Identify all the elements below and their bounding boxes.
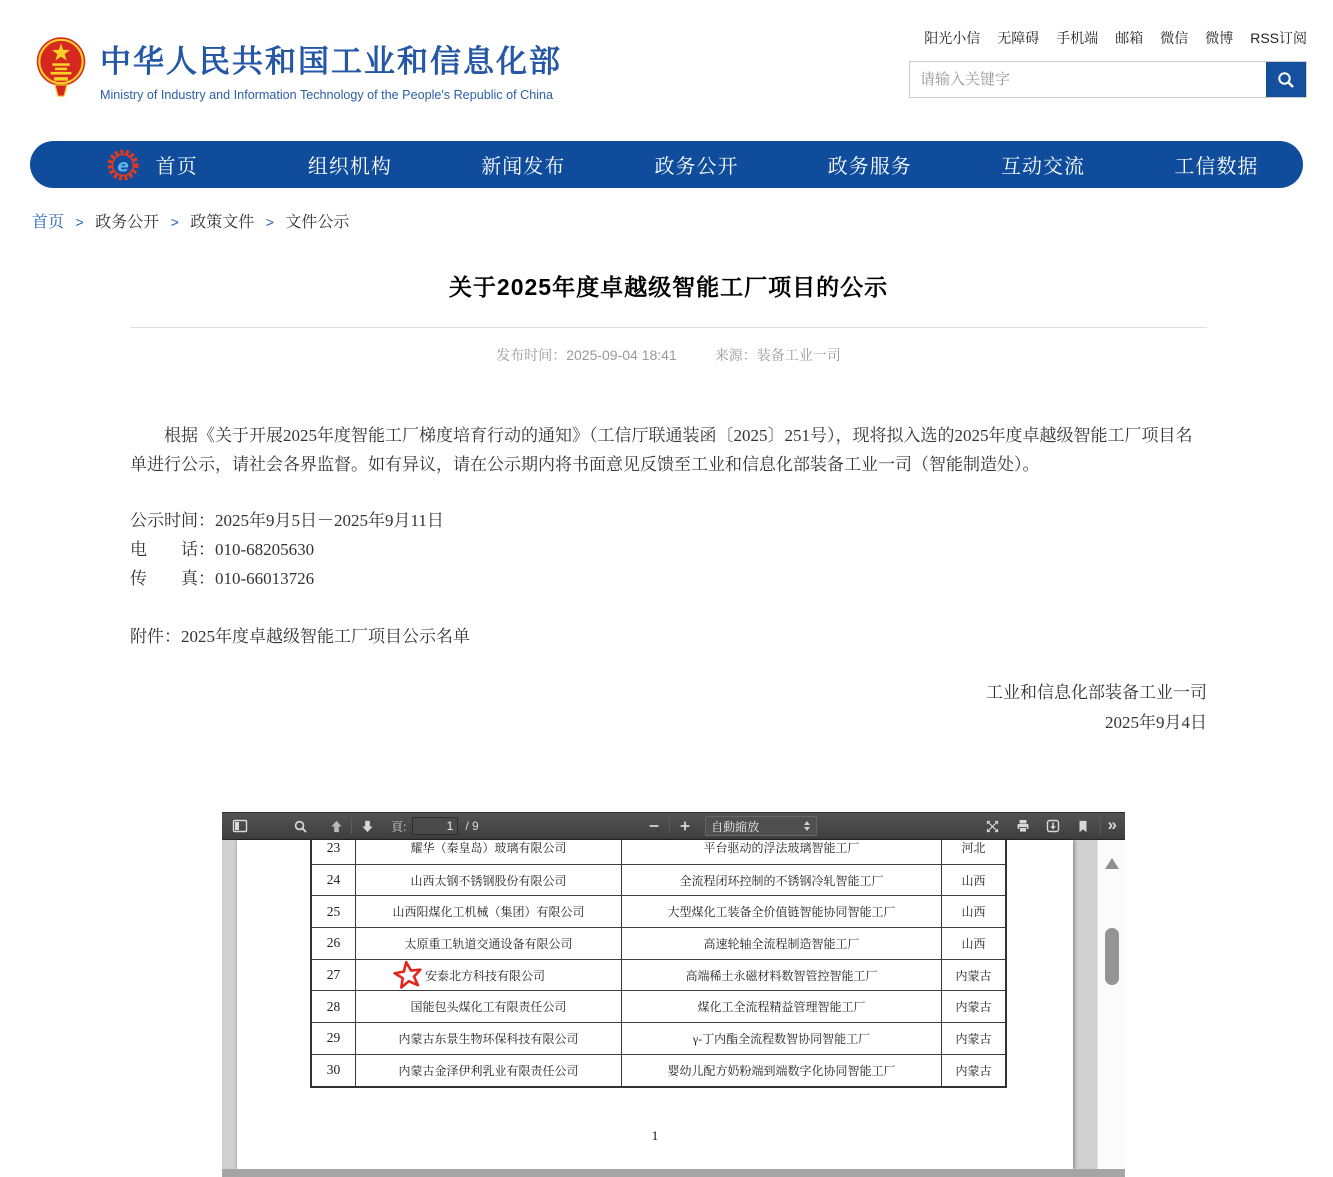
search-icon (1276, 70, 1296, 90)
select-sorter-icon (803, 820, 811, 832)
nav-item-news[interactable]: 新闻发布 (481, 156, 566, 178)
find-icon (293, 819, 308, 834)
nav-item-home[interactable]: 首页 (155, 156, 198, 178)
quick-links (909, 28, 1307, 48)
cell-project: 煤化工全流程精益管理智能工厂 (622, 991, 942, 1022)
nav-item-interaction[interactable]: 互动交流 (1001, 156, 1086, 178)
nav-item-gov-services[interactable]: 政务服务 (827, 156, 912, 178)
pdf-viewer (222, 812, 1125, 1177)
cell-project: 高端稀土永磁材料数智管控智能工厂 (622, 960, 942, 991)
signature-date: 2025年9月4日 (1105, 713, 1207, 732)
sidebar-toggle-button[interactable] (228, 815, 252, 837)
cell-project: γ-丁内酯全流程数智协同智能工厂 (622, 1023, 942, 1054)
site-title: 中华人民共和国工业和信息化部 (100, 44, 562, 79)
cell-province: 山西 (961, 873, 986, 888)
signature-department: 工业和信息化部装备工业一司 (986, 683, 1207, 702)
red-star-annotation-icon (391, 960, 425, 991)
site-subtitle: Ministry of Industry and Information Technology of the People's Republic of China (100, 88, 553, 102)
cell-no: 30 (312, 1055, 356, 1086)
attachment-line: 附件：2025年度卓越级智能工厂项目公示名单 (130, 627, 470, 646)
pdf-content (222, 840, 1125, 1177)
table-row-starred (312, 959, 1005, 991)
cell-province: 山西 (961, 905, 986, 920)
cell-no: 24 (312, 865, 356, 896)
cell-province: 山西 (961, 936, 986, 951)
cell-project: 大型煤化工装备全价值链智能协同智能工厂 (622, 896, 942, 927)
cell-company: 太原重工轨道交通设备有限公司 (356, 928, 622, 959)
fax-line: 传 真：010-66013726 (130, 569, 315, 588)
quick-link-rss[interactable]: RSS订阅 (1250, 30, 1307, 46)
breadcrumb-home[interactable]: 首页 (32, 214, 65, 231)
cell-project: 高速轮轴全流程制造智能工厂 (622, 928, 942, 959)
breadcrumb (32, 209, 1333, 232)
cell-no: 25 (312, 896, 356, 927)
table-row (312, 840, 1005, 864)
page-label: 頁: (391, 819, 407, 834)
pdf-scrollbar[interactable] (1097, 840, 1125, 1169)
article-body (130, 421, 1207, 737)
presentation-mode-button[interactable] (981, 815, 1005, 837)
quick-link-wechat[interactable]: 微信 (1160, 30, 1189, 46)
article-meta (130, 345, 1207, 365)
cell-no: 28 (312, 991, 356, 1022)
cell-project: 婴幼儿配方奶粉端到端数字化协同智能工厂 (622, 1055, 942, 1086)
cell-company (356, 960, 622, 991)
cell-company: 耀华（秦皇岛）玻璃有限公司 (356, 840, 622, 864)
nav-item-organization[interactable]: 组织机构 (307, 156, 392, 178)
page-up-button[interactable] (324, 815, 348, 837)
breadcrumb-file-notice[interactable]: 文件公示 (285, 214, 350, 231)
cell-project: 全流程闭环控制的不锈钢冷轧智能工厂 (622, 865, 942, 896)
source-value: 装备工业一司 (756, 347, 841, 363)
breadcrumb-separator: > (75, 214, 84, 230)
breadcrumb-gov-disclosure[interactable]: 政务公开 (95, 214, 160, 231)
source-label: 来源： (714, 347, 757, 363)
nav-item-data[interactable]: 工信数据 (1174, 156, 1259, 178)
publicity-period-line: 公示时间：2025年9月5日－2025年9月11日 (130, 511, 444, 530)
quick-link-weibo[interactable]: 微博 (1205, 30, 1234, 46)
table-row (312, 1054, 1005, 1086)
telephone-line: 电 话：010-68205630 (130, 540, 315, 559)
gear-e-logo-icon (106, 148, 140, 182)
site-header (0, 0, 1333, 130)
zoom-out-button[interactable] (642, 815, 666, 837)
download-icon (1045, 818, 1061, 834)
table-row (312, 927, 1005, 959)
table-row (312, 864, 1005, 896)
quick-link-mobile[interactable]: 手机端 (1056, 30, 1099, 46)
toolbar-separator (669, 818, 670, 834)
svg-text:e: e (117, 156, 129, 177)
pdf-table (310, 840, 1007, 1088)
cell-company: 内蒙古金泽伊利乳业有限责任公司 (356, 1055, 622, 1086)
cell-no: 27 (312, 960, 356, 991)
pdf-page (237, 840, 1073, 1169)
search-button[interactable] (1266, 62, 1306, 97)
starred-company-name: 安泰北方科技有限公司 (425, 968, 546, 983)
minus-icon (647, 819, 661, 833)
arrow-up-icon (329, 819, 344, 834)
cell-province: 内蒙古 (955, 1031, 992, 1046)
national-emblem-icon (35, 32, 87, 98)
bookmark-button[interactable] (1071, 815, 1095, 837)
printer-icon (1015, 818, 1031, 834)
cell-company: 国能包头煤化工有限责任公司 (356, 991, 622, 1022)
paragraph-main: 根据《关于开展2025年度智能工厂梯度培育行动的通知》（工信厅联通装函〔2025〕251号），现将拟入选的2025年度卓越级智能工厂项目名单进行公示，请社会各界监督。如有异议，请在公示期内将书面意见反馈至工业和信息化部装备工业一司（智能制造处）。 (130, 426, 1193, 474)
zoom-select[interactable] (705, 816, 817, 836)
toolbar-separator (1100, 818, 1101, 834)
plus-icon (678, 819, 692, 833)
article (130, 269, 1207, 737)
publish-time-label: 发布时间： (496, 347, 567, 363)
quick-link-accessibility[interactable]: 无障碍 (997, 30, 1040, 46)
bookmark-icon (1076, 819, 1090, 834)
scroll-up-arrow[interactable] (1105, 858, 1119, 869)
sidebar-toggle-icon (232, 818, 248, 834)
page-number-input[interactable] (412, 817, 458, 835)
toolbar-separator (351, 818, 352, 834)
title-divider (130, 327, 1207, 328)
pdf-toolbar (222, 812, 1125, 840)
breadcrumb-separator: > (170, 214, 179, 230)
page-total: / 9 (465, 819, 479, 833)
arrow-down-icon (360, 819, 375, 834)
zoom-in-button[interactable] (673, 815, 697, 837)
pdf-page-number: 1 (651, 1128, 659, 1143)
page-down-button[interactable] (355, 815, 379, 837)
brand (100, 36, 562, 102)
cell-company: 山西阳煤化工机械（集团）有限公司 (356, 896, 622, 927)
quick-link-sunshine[interactable]: 阳光小信 (924, 30, 981, 46)
main-nav (30, 141, 1303, 188)
find-button[interactable] (288, 815, 312, 837)
expand-icon (985, 819, 1000, 834)
viewer-bottom-edge (222, 1169, 1125, 1177)
table-row (312, 1022, 1005, 1054)
publish-time-value: 2025-09-04 18:41 (566, 347, 677, 363)
breadcrumb-separator: > (265, 214, 274, 230)
breadcrumb-policy-files[interactable]: 政策文件 (190, 214, 255, 231)
cell-province: 内蒙古 (955, 1063, 992, 1078)
more-tools-button[interactable]: » (1107, 815, 1117, 834)
scrollbar-thumb[interactable] (1105, 928, 1119, 985)
zoom-select-value: 自動縮放 (711, 819, 760, 834)
cell-company: 山西太钢不锈钢股份有限公司 (356, 865, 622, 896)
quick-link-mail[interactable]: 邮箱 (1115, 30, 1144, 46)
cell-province: 内蒙古 (955, 1000, 992, 1015)
download-button[interactable] (1041, 815, 1065, 837)
cell-no: 26 (312, 928, 356, 959)
cell-province: 内蒙古 (955, 968, 992, 983)
cell-province: 河北 (961, 841, 986, 856)
page-title: 关于2025年度卓越级智能工厂项目的公示 (448, 274, 889, 300)
cell-no: 29 (312, 1023, 356, 1054)
table-row (312, 895, 1005, 927)
search-bar (909, 61, 1307, 98)
table-row (312, 990, 1005, 1022)
print-button[interactable] (1011, 815, 1035, 837)
header-right (909, 28, 1307, 98)
nav-item-gov-disclosure[interactable]: 政务公开 (654, 156, 739, 178)
cell-company: 内蒙古东景生物环保科技有限公司 (356, 1023, 622, 1054)
cell-no: 23 (312, 840, 356, 864)
cell-project: 平台驱动的浮法玻璃智能工厂 (622, 840, 942, 864)
search-input[interactable] (910, 62, 1266, 97)
